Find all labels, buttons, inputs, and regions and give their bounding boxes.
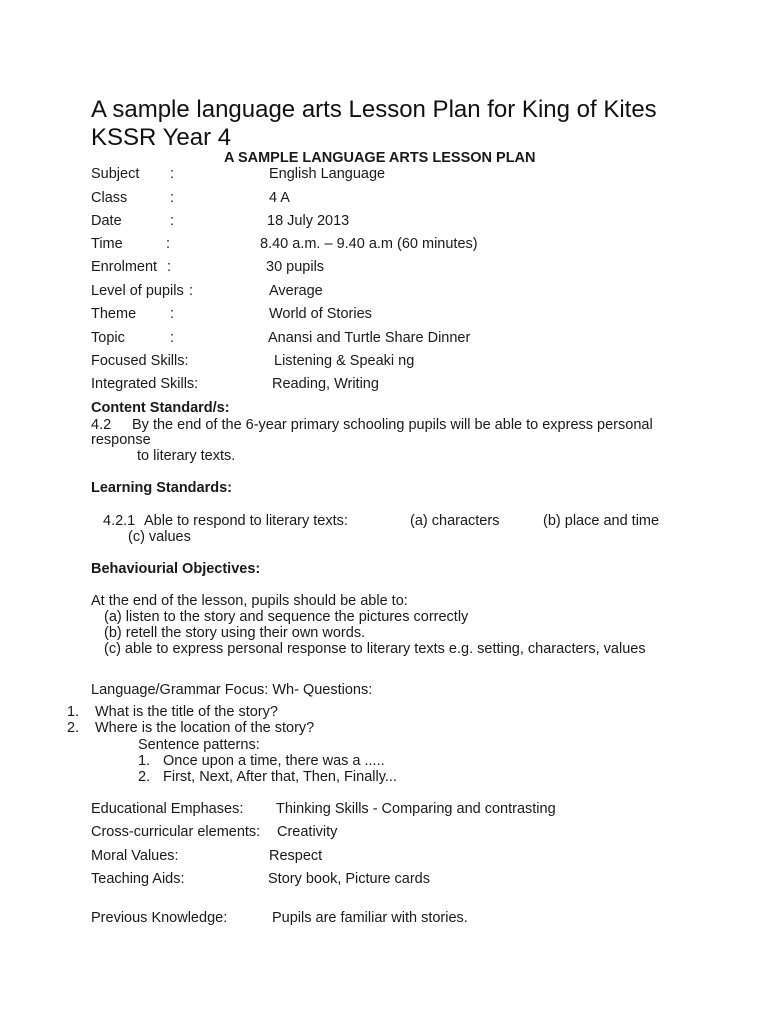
learning-standard-b: (b) place and time bbox=[543, 513, 660, 529]
moral-values-value: Respect bbox=[269, 848, 323, 864]
teaching-aids-value: Story book, Picture cards bbox=[268, 871, 430, 887]
document-title-line1: A sample language arts Lesson Plan for King of Kites bbox=[91, 96, 657, 123]
educational-emphases-value: Thinking Skills - Comparing and contrasting bbox=[276, 801, 556, 817]
topic-sep: : bbox=[170, 330, 175, 346]
pattern-number: 1. bbox=[138, 753, 151, 769]
date-sep: : bbox=[170, 213, 175, 229]
class-label: Class bbox=[91, 190, 128, 206]
language-focus-heading: Language/Grammar Focus: Wh- Questions: bbox=[91, 682, 373, 698]
subject-value: English Language bbox=[269, 166, 386, 182]
pattern-number: 2. bbox=[138, 769, 151, 785]
level-sep: : bbox=[189, 283, 194, 299]
subject-label: Subject bbox=[91, 166, 140, 182]
enrolment-label: Enrolment bbox=[91, 259, 158, 275]
theme-label: Theme bbox=[91, 306, 137, 322]
previous-knowledge-label: Previous Knowledge: bbox=[91, 910, 228, 926]
learning-standard-code: 4.2.1 bbox=[103, 513, 136, 529]
content-standard-number: 4.2 bbox=[91, 417, 112, 433]
subject-sep: : bbox=[170, 166, 175, 182]
content-standard-heading: Content Standard/s: bbox=[91, 400, 230, 416]
content-standard-text-end: to literary texts. bbox=[137, 448, 236, 464]
topic-label: Topic bbox=[91, 330, 125, 346]
question-text: What is the title of the story? bbox=[95, 704, 278, 720]
integrated-skills-label: Integrated Skills: bbox=[91, 376, 199, 392]
theme-value: World of Stories bbox=[269, 306, 372, 322]
enrolment-value: 30 pupils bbox=[266, 259, 325, 275]
learning-standard-a: (a) characters bbox=[410, 513, 500, 529]
enrolment-sep: : bbox=[167, 259, 172, 275]
objective-item: (b) retell the story using their own words. bbox=[104, 625, 366, 641]
question-text: Where is the location of the story? bbox=[95, 720, 315, 736]
time-value: 8.40 a.m. – 9.40 a.m (60 minutes) bbox=[260, 236, 478, 252]
objectives-intro: At the end of the lesson, pupils should be able to: bbox=[91, 593, 408, 609]
integrated-skills-value: Reading, Writing bbox=[272, 376, 379, 392]
question-number: 1. bbox=[67, 704, 80, 720]
objective-item: (c) able to express personal response to literary texts e.g. setting, characters, values bbox=[104, 641, 646, 657]
pattern-text: First, Next, After that, Then, Finally... bbox=[163, 769, 397, 785]
focused-skills-label: Focused Skills: bbox=[91, 353, 189, 369]
objective-item: (a) listen to the story and sequence the pictures correctly bbox=[104, 609, 469, 625]
behavioural-objectives-heading: Behaviourial Objectives: bbox=[91, 561, 261, 577]
lesson-plan-heading: A SAMPLE LANGUAGE ARTS LESSON PLAN bbox=[224, 150, 536, 166]
time-label: Time bbox=[91, 236, 123, 252]
date-label: Date bbox=[91, 213, 122, 229]
class-value: 4 A bbox=[269, 190, 290, 206]
date-value: 18 July 2013 bbox=[267, 213, 350, 229]
learning-standard-c: (c) values bbox=[128, 529, 191, 545]
class-sep: : bbox=[170, 190, 175, 206]
teaching-aids-label: Teaching Aids: bbox=[91, 871, 185, 887]
cross-curricular-value: Creativity bbox=[277, 824, 338, 840]
focused-skills-value: Listening & Speaki ng bbox=[274, 353, 415, 369]
learning-standard-text: Able to respond to literary texts: bbox=[144, 513, 348, 529]
level-value: Average bbox=[269, 283, 323, 299]
previous-knowledge-value: Pupils are familiar with stories. bbox=[272, 910, 468, 926]
pattern-text: Once upon a time, there was a ..... bbox=[163, 753, 385, 769]
content-standard-text: By the end of the 6-year primary schooling pupils will be able to express personal bbox=[132, 417, 653, 433]
question-number: 2. bbox=[67, 720, 80, 736]
document-title-line2: KSSR Year 4 bbox=[91, 124, 232, 151]
sentence-patterns-heading: Sentence patterns: bbox=[138, 737, 260, 753]
moral-values-label: Moral Values: bbox=[91, 848, 179, 864]
educational-emphases-label: Educational Emphases: bbox=[91, 801, 244, 817]
content-standard-text-cont: response bbox=[91, 432, 151, 448]
level-label: Level of pupils bbox=[91, 283, 184, 299]
learning-standards-heading: Learning Standards: bbox=[91, 480, 232, 496]
cross-curricular-label: Cross-curricular elements: bbox=[91, 824, 261, 840]
time-sep: : bbox=[166, 236, 171, 252]
topic-value: Anansi and Turtle Share Dinner bbox=[268, 330, 471, 346]
theme-sep: : bbox=[170, 306, 175, 322]
